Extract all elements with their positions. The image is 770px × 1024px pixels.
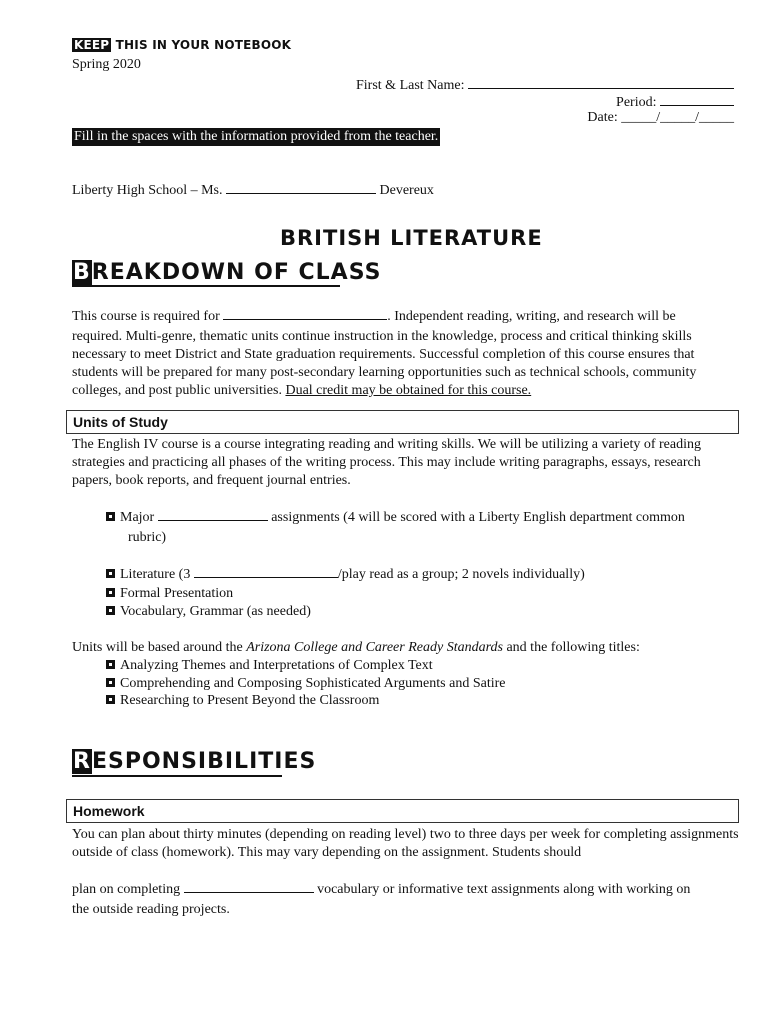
name-field[interactable] xyxy=(468,75,734,89)
major-prefix: Major xyxy=(120,510,158,525)
breakdown-p1-prefix: This course is required for xyxy=(72,309,224,324)
period-label: Period: xyxy=(616,95,660,110)
literature-prefix: Literature (3 xyxy=(120,567,194,582)
list-item xyxy=(106,692,379,710)
teacher-blank[interactable] xyxy=(226,180,376,194)
breakdown-heading-rule xyxy=(72,285,340,287)
teacher-prefix: Liberty High School – Ms. xyxy=(72,183,226,198)
list-item xyxy=(106,585,233,603)
vocabulary-grammar: Vocabulary, Grammar (as needed) xyxy=(120,604,311,619)
list-item xyxy=(106,603,311,621)
date-line[interactable]: Date: _____/_____/_____ xyxy=(587,110,734,125)
standards-suffix: and the following titles: xyxy=(502,640,640,655)
checkbox-bullet-icon xyxy=(106,512,115,521)
breakdown-p1 xyxy=(72,306,740,326)
breakdown-initial: B xyxy=(73,260,91,285)
required-for-blank[interactable] xyxy=(223,306,387,320)
name-label: First & Last Name: xyxy=(356,78,468,93)
keep-label: KEEP xyxy=(74,38,110,52)
breakdown-heading-text: REAKDOWN OF CLASS xyxy=(91,260,382,285)
formal-presentation: Formal Presentation xyxy=(120,586,234,601)
title-item: Comprehending and Composing Sophisticated Arguments and Satire xyxy=(120,676,506,691)
breakdown-p2-text: required. Multi-genre, thematic units continue instruction in the knowledge, process and critical thinking skills necessary to meet District and State graduation requirements. Successful completion of this course ensures that students will be prepared for many post-secondary learning opportunities such as technical schools, community colleges, and post public universities. xyxy=(72,329,697,398)
standards-line xyxy=(72,639,740,657)
checkbox-bullet-icon xyxy=(106,569,115,578)
checkbox-bullet-icon xyxy=(106,606,115,615)
instruction-banner: Fill in the spaces with the information provided from the teacher. xyxy=(74,129,439,144)
dual-credit-note: Dual credit may be obtained for this course. xyxy=(285,383,532,398)
responsibilities-heading-text: ESPONSIBILITIES xyxy=(91,749,317,774)
list-item xyxy=(106,675,505,693)
breakdown-p2 xyxy=(72,328,740,400)
major-continuation: rubric) xyxy=(128,530,167,545)
homework-p2-suffix: vocabulary or informative text assignments along with working on xyxy=(313,882,691,897)
checkbox-bullet-icon xyxy=(106,660,115,669)
breakdown-p1-suffix: . Independent reading, writing, and research will be xyxy=(387,309,676,324)
standards-name: Arizona College and Career Ready Standards xyxy=(246,640,503,655)
title-item: Researching to Present Beyond the Classroom xyxy=(120,693,380,708)
homework-p1: You can plan about thirty minutes (depending on reading level) two to three days per week for completing assignments outside of class (homework). This may vary depending on the assignment. Students should xyxy=(72,827,739,860)
responsibilities-heading xyxy=(72,749,316,775)
responsibilities-initial: R xyxy=(73,749,91,774)
list-item xyxy=(106,657,433,675)
notebook-notice-text: THIS IN YOUR NOTEBOOK xyxy=(111,38,292,52)
checkbox-bullet-icon xyxy=(106,588,115,597)
responsibilities-heading-rule xyxy=(72,775,282,777)
standards-prefix: Units will be based around the xyxy=(72,640,247,655)
term-label: Spring 2020 xyxy=(72,57,141,72)
homework-p2 xyxy=(72,879,740,899)
teacher-line xyxy=(72,180,434,200)
homework-heading: Homework xyxy=(66,799,739,823)
teacher-suffix: Devereux xyxy=(376,183,434,198)
literature-suffix: /play read as a group; 2 novels individually) xyxy=(337,567,585,582)
literature-blank[interactable] xyxy=(194,564,338,578)
notebook-notice xyxy=(72,38,291,52)
course-title: BRITISH LITERATURE xyxy=(280,226,543,250)
checkbox-bullet-icon xyxy=(106,695,115,704)
title-item: Analyzing Themes and Interpretations of Complex Text xyxy=(120,658,433,673)
units-heading: Units of Study xyxy=(66,410,739,434)
checkbox-bullet-icon xyxy=(106,678,115,687)
list-item xyxy=(106,564,585,584)
homework-p2-continuation: the outside reading projects. xyxy=(72,902,230,917)
homework-blank[interactable] xyxy=(184,879,314,893)
major-suffix: assignments (4 will be scored with a Liberty English department common xyxy=(267,510,685,525)
units-intro: The English IV course is a course integrating reading and writing skills. We will be utilizing a variety of reading strategies and practicing all phases of the writing process. This may include writing paragraphs, essays, research papers, book reports, and frequent journal entries. xyxy=(72,437,701,488)
breakdown-heading xyxy=(72,260,381,286)
homework-p2-prefix: plan on completing xyxy=(72,882,184,897)
major-blank[interactable] xyxy=(158,507,268,521)
list-item xyxy=(106,507,685,527)
period-field[interactable] xyxy=(660,92,734,106)
